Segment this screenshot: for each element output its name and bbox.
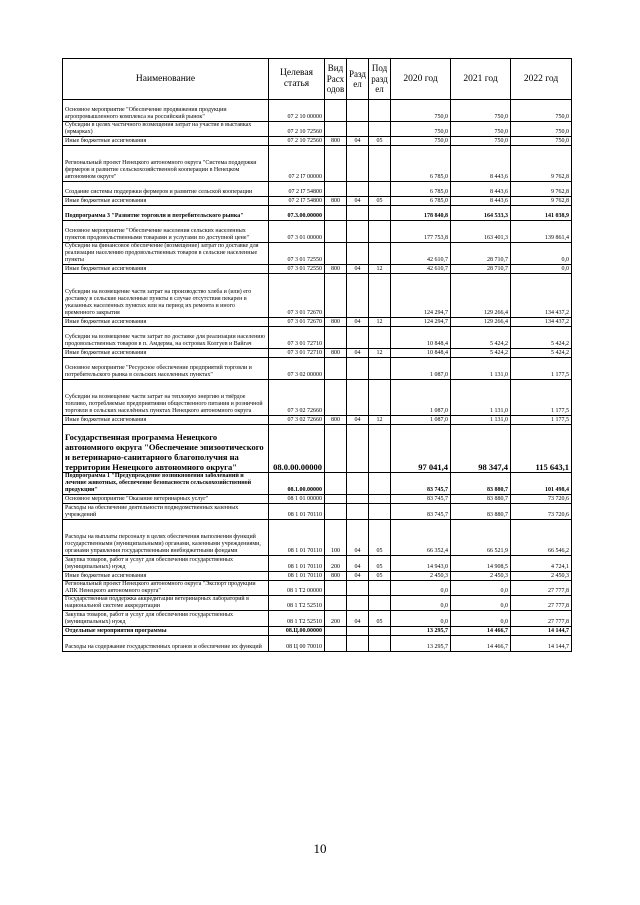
cell-subsection bbox=[369, 206, 391, 221]
cell-target-article: 07 3 02 72660 bbox=[269, 416, 325, 425]
cell-section bbox=[347, 636, 369, 652]
table-row bbox=[63, 416, 572, 425]
cell-2021: 83 880,7 bbox=[451, 504, 511, 520]
cell-section bbox=[347, 596, 369, 611]
cell-2022: 27 777,8 bbox=[511, 581, 572, 596]
cell-section bbox=[347, 100, 369, 122]
cell-section: 04 bbox=[347, 137, 369, 146]
cell-target-article: 07 2 10 00000 bbox=[269, 100, 325, 122]
cell-name: Основное мероприятие "Оказание ветеринарных услуг" bbox=[63, 495, 269, 504]
cell-section: 04 bbox=[347, 265, 369, 274]
table-row bbox=[63, 425, 572, 473]
cell-2021: 750,0 bbox=[451, 122, 511, 137]
cell-name: Субсидии на финансовое обеспечение (возмещение) затрат по доставке для реализации населению продовольственных товаров в сельские населенные пункты bbox=[63, 243, 269, 265]
table-row bbox=[63, 206, 572, 221]
cell-name: Субсидии в целях частичного возмещения затрат на участие в выставках (ярмарках) bbox=[63, 122, 269, 137]
cell-expense-kind: 800 bbox=[325, 137, 347, 146]
header-name: Наименование bbox=[63, 59, 269, 100]
cell-name: Закупка товаров, работ и услуг для обеспечения государственных (муниципальных) нужд bbox=[63, 556, 269, 572]
cell-subsection: 12 bbox=[369, 416, 391, 425]
cell-2022: 0,0 bbox=[511, 265, 572, 274]
cell-expense-kind bbox=[325, 504, 347, 520]
table-row bbox=[63, 243, 572, 265]
header-2020: 2020 год bbox=[391, 59, 451, 100]
cell-subsection: 05 bbox=[369, 520, 391, 556]
cell-2022: 5 424,2 bbox=[511, 327, 572, 349]
cell-name: Основное мероприятие "Ресурсное обеспечение предприятий торговли и потребительского рынка в сельских населенных пунктах" bbox=[63, 358, 269, 380]
cell-expense-kind bbox=[325, 380, 347, 416]
cell-2021: 5 424,2 bbox=[451, 327, 511, 349]
cell-subsection bbox=[369, 636, 391, 652]
cell-2021: 8 443,6 bbox=[451, 146, 511, 182]
cell-expense-kind bbox=[325, 596, 347, 611]
cell-2022: 750,0 bbox=[511, 100, 572, 122]
table-row bbox=[63, 473, 572, 495]
cell-2022: 101 498,4 bbox=[511, 473, 572, 495]
cell-section bbox=[347, 627, 369, 636]
cell-2020: 6 785,0 bbox=[391, 197, 451, 206]
cell-expense-kind bbox=[325, 122, 347, 137]
cell-2022: 14 144,7 bbox=[511, 636, 572, 652]
cell-expense-kind bbox=[325, 100, 347, 122]
cell-subsection: 12 bbox=[369, 265, 391, 274]
cell-subsection: 12 bbox=[369, 318, 391, 327]
cell-section: 04 bbox=[347, 349, 369, 358]
cell-2021: 83 880,7 bbox=[451, 473, 511, 495]
cell-subsection bbox=[369, 274, 391, 318]
header-section: Раздел bbox=[347, 59, 369, 100]
cell-target-article: 07 3 01 72670 bbox=[269, 318, 325, 327]
cell-2020: 10 848,4 bbox=[391, 327, 451, 349]
cell-target-article: 08 1 01 70110 bbox=[269, 556, 325, 572]
cell-name: Региональный проект Ненецкого автономного округа "Система поддержки фермеров и развитие сельскохозяйственной кооперации в Ненецком автономном округе" bbox=[63, 146, 269, 182]
cell-expense-kind bbox=[325, 182, 347, 197]
cell-2022: 1 177,5 bbox=[511, 358, 572, 380]
cell-name: Региональный проект Ненецкого автономного округа "Экспорт продукции АПК Ненецкого автономного округа" bbox=[63, 581, 269, 596]
table-row bbox=[63, 349, 572, 358]
cell-2020: 83 745,7 bbox=[391, 504, 451, 520]
cell-2022: 73 720,6 bbox=[511, 504, 572, 520]
cell-2020: 750,0 bbox=[391, 122, 451, 137]
cell-target-article: 08 Ц 00 70010 bbox=[269, 636, 325, 652]
cell-2022: 9 762,8 bbox=[511, 182, 572, 197]
cell-2021: 0,0 bbox=[451, 611, 511, 627]
cell-2020: 6 785,0 bbox=[391, 182, 451, 197]
cell-name: Основное мероприятие "Обеспечение продвижения продукции агропромышленного комплекса на российский рынок" bbox=[63, 100, 269, 122]
table-row bbox=[63, 197, 572, 206]
cell-target-article: 07.3.00.00000 bbox=[269, 206, 325, 221]
cell-section bbox=[347, 182, 369, 197]
cell-subsection bbox=[369, 380, 391, 416]
cell-subsection bbox=[369, 358, 391, 380]
cell-name: Субсидии на возмещение части затрат на производство хлеба и (или) его доставку в сельские населенные пункты в случае отсутствия пекарен в указанных населенных пунктах или на период их ремонта и иного временного закрытия bbox=[63, 274, 269, 318]
cell-2020: 14 943,0 bbox=[391, 556, 451, 572]
cell-expense-kind bbox=[325, 274, 347, 318]
cell-2022: 134 437,2 bbox=[511, 318, 572, 327]
cell-expense-kind: 800 bbox=[325, 318, 347, 327]
cell-2020: 177 753,8 bbox=[391, 221, 451, 243]
cell-subsection bbox=[369, 100, 391, 122]
cell-2021: 14 466,7 bbox=[451, 636, 511, 652]
cell-section bbox=[347, 380, 369, 416]
cell-target-article: 08 1 01 70110 bbox=[269, 572, 325, 581]
cell-section bbox=[347, 504, 369, 520]
cell-2021: 83 880,7 bbox=[451, 495, 511, 504]
cell-target-article: 08 1 T2 52510 bbox=[269, 611, 325, 627]
cell-subsection bbox=[369, 425, 391, 473]
cell-2021: 2 450,3 bbox=[451, 572, 511, 581]
cell-name: Иные бюджетные ассигнования bbox=[63, 197, 269, 206]
cell-name: Государственная программа Ненецкого автономного округа "Обеспечение эпизоотического и ветеринарно-санитарного благополучия на территории Ненецкого автономного округа" bbox=[63, 425, 269, 473]
cell-section: 04 bbox=[347, 611, 369, 627]
table-row bbox=[63, 122, 572, 137]
cell-2022: 134 437,2 bbox=[511, 274, 572, 318]
table-row bbox=[63, 627, 572, 636]
cell-subsection bbox=[369, 495, 391, 504]
cell-2021: 750,0 bbox=[451, 100, 511, 122]
table-row bbox=[63, 572, 572, 581]
cell-name: Создание системы поддержки фермеров и развитие сельской кооперации bbox=[63, 182, 269, 197]
cell-2022: 141 038,9 bbox=[511, 206, 572, 221]
cell-name: Расходы на обеспечение деятельности подведомственных казенных учреждений bbox=[63, 504, 269, 520]
cell-subsection bbox=[369, 627, 391, 636]
cell-target-article: 07 3 01 72710 bbox=[269, 349, 325, 358]
cell-target-article: 07 2 I7 00000 bbox=[269, 146, 325, 182]
cell-subsection bbox=[369, 596, 391, 611]
cell-name: Подпрограмма 3 "Развитие торговли и потребительского рынка" bbox=[63, 206, 269, 221]
cell-section bbox=[347, 358, 369, 380]
cell-2021: 14 908,5 bbox=[451, 556, 511, 572]
cell-2021: 0,0 bbox=[451, 596, 511, 611]
cell-expense-kind: 800 bbox=[325, 572, 347, 581]
cell-2022: 750,0 bbox=[511, 122, 572, 137]
cell-2022: 2 450,3 bbox=[511, 572, 572, 581]
header-subsection: Подраздел bbox=[369, 59, 391, 100]
cell-expense-kind bbox=[325, 221, 347, 243]
table-row bbox=[63, 221, 572, 243]
cell-subsection: 05 bbox=[369, 197, 391, 206]
cell-expense-kind bbox=[325, 206, 347, 221]
cell-target-article: 08 1 01 70110 bbox=[269, 504, 325, 520]
cell-subsection bbox=[369, 243, 391, 265]
cell-target-article: 08.Ц.00.00000 bbox=[269, 627, 325, 636]
cell-name: Иные бюджетные ассигнования bbox=[63, 265, 269, 274]
cell-target-article: 08 1 01 00000 bbox=[269, 495, 325, 504]
cell-2021: 164 533,3 bbox=[451, 206, 511, 221]
table-row bbox=[63, 182, 572, 197]
cell-2022: 27 777,8 bbox=[511, 596, 572, 611]
cell-subsection: 05 bbox=[369, 572, 391, 581]
cell-2021: 0,0 bbox=[451, 581, 511, 596]
cell-2020: 0,0 bbox=[391, 596, 451, 611]
table-row bbox=[63, 520, 572, 556]
cell-name: Расходы на содержание государственных органов и обеспечение их функций bbox=[63, 636, 269, 652]
cell-expense-kind bbox=[325, 327, 347, 349]
header-expense-kind: Вид Расходов bbox=[325, 59, 347, 100]
cell-2022: 9 762,8 bbox=[511, 197, 572, 206]
table-header-row bbox=[63, 59, 572, 100]
cell-2020: 124 294,7 bbox=[391, 318, 451, 327]
cell-target-article: 07 2 10 72560 bbox=[269, 137, 325, 146]
cell-2021: 129 266,4 bbox=[451, 274, 511, 318]
cell-2022: 4 724,1 bbox=[511, 556, 572, 572]
table-row bbox=[63, 495, 572, 504]
cell-section bbox=[347, 146, 369, 182]
table-row bbox=[63, 596, 572, 611]
cell-name: Субсидии на возмещение части затрат на тепловую энергию и твёрдое топливо, потребляемые предприятиями общественного питания и розничной торговли в сельских населённых пунктах Ненецкого автономного округа bbox=[63, 380, 269, 416]
cell-2022: 139 861,4 bbox=[511, 221, 572, 243]
cell-target-article: 07 2 I7 54800 bbox=[269, 197, 325, 206]
header-2022: 2022 год bbox=[511, 59, 572, 100]
cell-section bbox=[347, 243, 369, 265]
cell-name: Иные бюджетные ассигнования bbox=[63, 349, 269, 358]
cell-2021: 28 710,7 bbox=[451, 265, 511, 274]
cell-2022: 115 643,1 bbox=[511, 425, 572, 473]
table-row bbox=[63, 327, 572, 349]
cell-target-article: 08 1 T2 52510 bbox=[269, 596, 325, 611]
cell-2021: 28 710,7 bbox=[451, 243, 511, 265]
cell-expense-kind bbox=[325, 581, 347, 596]
cell-section: 04 bbox=[347, 318, 369, 327]
cell-2022: 14 144,7 bbox=[511, 627, 572, 636]
table-row bbox=[63, 146, 572, 182]
cell-expense-kind bbox=[325, 146, 347, 182]
cell-subsection bbox=[369, 473, 391, 495]
cell-section: 04 bbox=[347, 520, 369, 556]
cell-target-article: 07 2 I7 54800 bbox=[269, 182, 325, 197]
cell-section: 04 bbox=[347, 556, 369, 572]
cell-2020: 97 041,4 bbox=[391, 425, 451, 473]
cell-expense-kind: 800 bbox=[325, 349, 347, 358]
cell-subsection: 05 bbox=[369, 137, 391, 146]
cell-2020: 66 352,4 bbox=[391, 520, 451, 556]
cell-subsection bbox=[369, 182, 391, 197]
cell-section bbox=[347, 495, 369, 504]
cell-target-article: 07 3 01 72550 bbox=[269, 265, 325, 274]
cell-expense-kind: 200 bbox=[325, 556, 347, 572]
table-row bbox=[63, 274, 572, 318]
cell-section: 04 bbox=[347, 416, 369, 425]
cell-expense-kind: 800 bbox=[325, 197, 347, 206]
cell-2020: 0,0 bbox=[391, 581, 451, 596]
cell-2021: 14 466,7 bbox=[451, 627, 511, 636]
cell-2021: 98 347,4 bbox=[451, 425, 511, 473]
cell-2021: 8 443,6 bbox=[451, 182, 511, 197]
header-target-article: Целевая статья bbox=[269, 59, 325, 100]
cell-target-article: 08.0.00.00000 bbox=[269, 425, 325, 473]
table-row bbox=[63, 137, 572, 146]
cell-2020: 1 087,0 bbox=[391, 380, 451, 416]
page-number: 10 bbox=[313, 841, 327, 856]
cell-2022: 1 177,5 bbox=[511, 380, 572, 416]
cell-2022: 27 777,8 bbox=[511, 611, 572, 627]
cell-subsection: 12 bbox=[369, 349, 391, 358]
cell-expense-kind: 100 bbox=[325, 520, 347, 556]
cell-2021: 1 131,0 bbox=[451, 380, 511, 416]
cell-section bbox=[347, 274, 369, 318]
cell-2020: 2 450,3 bbox=[391, 572, 451, 581]
table-row bbox=[63, 556, 572, 572]
cell-2020: 13 295,7 bbox=[391, 636, 451, 652]
cell-expense-kind bbox=[325, 627, 347, 636]
cell-target-article: 08 1 01 70110 bbox=[269, 520, 325, 556]
cell-target-article: 07 2 10 72560 bbox=[269, 122, 325, 137]
cell-name: Иные бюджетные ассигнования bbox=[63, 137, 269, 146]
cell-subsection: 05 bbox=[369, 611, 391, 627]
table-body bbox=[63, 100, 572, 652]
cell-subsection bbox=[369, 146, 391, 182]
cell-name: Подпрограмма 1 "Предупреждение возникновения заболеваний и лечение животных, обеспечение безопасности сельскохозяйственной продукции" bbox=[63, 473, 269, 495]
cell-section bbox=[347, 122, 369, 137]
table-row bbox=[63, 611, 572, 627]
cell-target-article: 08.1.00.00000 bbox=[269, 473, 325, 495]
cell-expense-kind bbox=[325, 636, 347, 652]
table-row bbox=[63, 581, 572, 596]
cell-2021: 1 131,0 bbox=[451, 416, 511, 425]
cell-2022: 0,0 bbox=[511, 243, 572, 265]
cell-expense-kind: 800 bbox=[325, 265, 347, 274]
cell-expense-kind: 200 bbox=[325, 611, 347, 627]
cell-target-article: 07 3 01 72670 bbox=[269, 274, 325, 318]
cell-2021: 163 401,3 bbox=[451, 221, 511, 243]
cell-name: Субсидии на возмещение части затрат по доставке для реализации населению продовольственных товаров в п. Амдерма, на островах Колгуев и Вайгач bbox=[63, 327, 269, 349]
cell-2020: 0,0 bbox=[391, 611, 451, 627]
cell-expense-kind bbox=[325, 495, 347, 504]
cell-expense-kind bbox=[325, 473, 347, 495]
table-row bbox=[63, 318, 572, 327]
cell-section bbox=[347, 327, 369, 349]
cell-section: 04 bbox=[347, 197, 369, 206]
cell-subsection bbox=[369, 122, 391, 137]
cell-name: Иные бюджетные ассигнования bbox=[63, 572, 269, 581]
cell-target-article: 07 3 02 72660 bbox=[269, 380, 325, 416]
cell-name: Отдельные мероприятия программы bbox=[63, 627, 269, 636]
cell-2021: 129 266,4 bbox=[451, 318, 511, 327]
cell-name: Расходы на выплаты персоналу в целях обеспечения выполнения функций государственными (муниципальными) органами, казенными учреждениями, органами управления государственными внебюджетными фондами bbox=[63, 520, 269, 556]
cell-expense-kind bbox=[325, 243, 347, 265]
cell-section bbox=[347, 425, 369, 473]
cell-2020: 1 087,0 bbox=[391, 358, 451, 380]
cell-2020: 750,0 bbox=[391, 100, 451, 122]
cell-target-article: 08 1 T2 00000 bbox=[269, 581, 325, 596]
cell-name: Государственная поддержка аккредитации ветеринарных лабораторий в национальной системе аккредитации bbox=[63, 596, 269, 611]
cell-expense-kind bbox=[325, 425, 347, 473]
header-2021: 2021 год bbox=[451, 59, 511, 100]
cell-section bbox=[347, 581, 369, 596]
cell-subsection: 05 bbox=[369, 556, 391, 572]
cell-target-article: 07 3 01 72550 bbox=[269, 243, 325, 265]
cell-subsection bbox=[369, 327, 391, 349]
cell-2020: 83 745,7 bbox=[391, 495, 451, 504]
cell-name: Иные бюджетные ассигнования bbox=[63, 416, 269, 425]
cell-2022: 9 762,8 bbox=[511, 146, 572, 182]
table-row bbox=[63, 100, 572, 122]
cell-2021: 1 131,0 bbox=[451, 358, 511, 380]
cell-2020: 750,0 bbox=[391, 137, 451, 146]
cell-expense-kind: 800 bbox=[325, 416, 347, 425]
cell-2022: 750,0 bbox=[511, 137, 572, 146]
cell-target-article: 07 3 02 00000 bbox=[269, 358, 325, 380]
table-row bbox=[63, 358, 572, 380]
cell-name: Закупка товаров, работ и услуг для обеспечения государственных (муниципальных) нужд bbox=[63, 611, 269, 627]
cell-section bbox=[347, 221, 369, 243]
cell-2020: 1 087,0 bbox=[391, 416, 451, 425]
cell-2022: 5 424,2 bbox=[511, 349, 572, 358]
cell-2021: 750,0 bbox=[451, 137, 511, 146]
cell-name: Иные бюджетные ассигнования bbox=[63, 318, 269, 327]
table-row bbox=[63, 380, 572, 416]
cell-2020: 42 610,7 bbox=[391, 243, 451, 265]
table-row bbox=[63, 504, 572, 520]
cell-2020: 6 785,0 bbox=[391, 146, 451, 182]
budget-table bbox=[62, 58, 572, 652]
cell-2021: 5 424,2 bbox=[451, 349, 511, 358]
table-row bbox=[63, 265, 572, 274]
cell-subsection bbox=[369, 221, 391, 243]
cell-2021: 66 521,9 bbox=[451, 520, 511, 556]
cell-2020: 10 848,4 bbox=[391, 349, 451, 358]
cell-2020: 178 840,8 bbox=[391, 206, 451, 221]
cell-2020: 124 294,7 bbox=[391, 274, 451, 318]
cell-expense-kind bbox=[325, 358, 347, 380]
cell-name: Основное мероприятие "Обеспечение населения сельских населенных пунктов продовольственными товарами и услугами по доступной цене" bbox=[63, 221, 269, 243]
cell-2022: 1 177,5 bbox=[511, 416, 572, 425]
cell-2020: 42 610,7 bbox=[391, 265, 451, 274]
cell-2021: 8 443,6 bbox=[451, 197, 511, 206]
cell-section: 04 bbox=[347, 572, 369, 581]
table-row bbox=[63, 636, 572, 652]
cell-2022: 73 720,6 bbox=[511, 495, 572, 504]
cell-2020: 83 745,7 bbox=[391, 473, 451, 495]
cell-section bbox=[347, 473, 369, 495]
cell-subsection bbox=[369, 581, 391, 596]
cell-target-article: 07 3 01 72710 bbox=[269, 327, 325, 349]
cell-2022: 66 546,2 bbox=[511, 520, 572, 556]
cell-2020: 13 295,7 bbox=[391, 627, 451, 636]
cell-subsection bbox=[369, 504, 391, 520]
cell-section bbox=[347, 206, 369, 221]
cell-target-article: 07 3 01 00000 bbox=[269, 221, 325, 243]
